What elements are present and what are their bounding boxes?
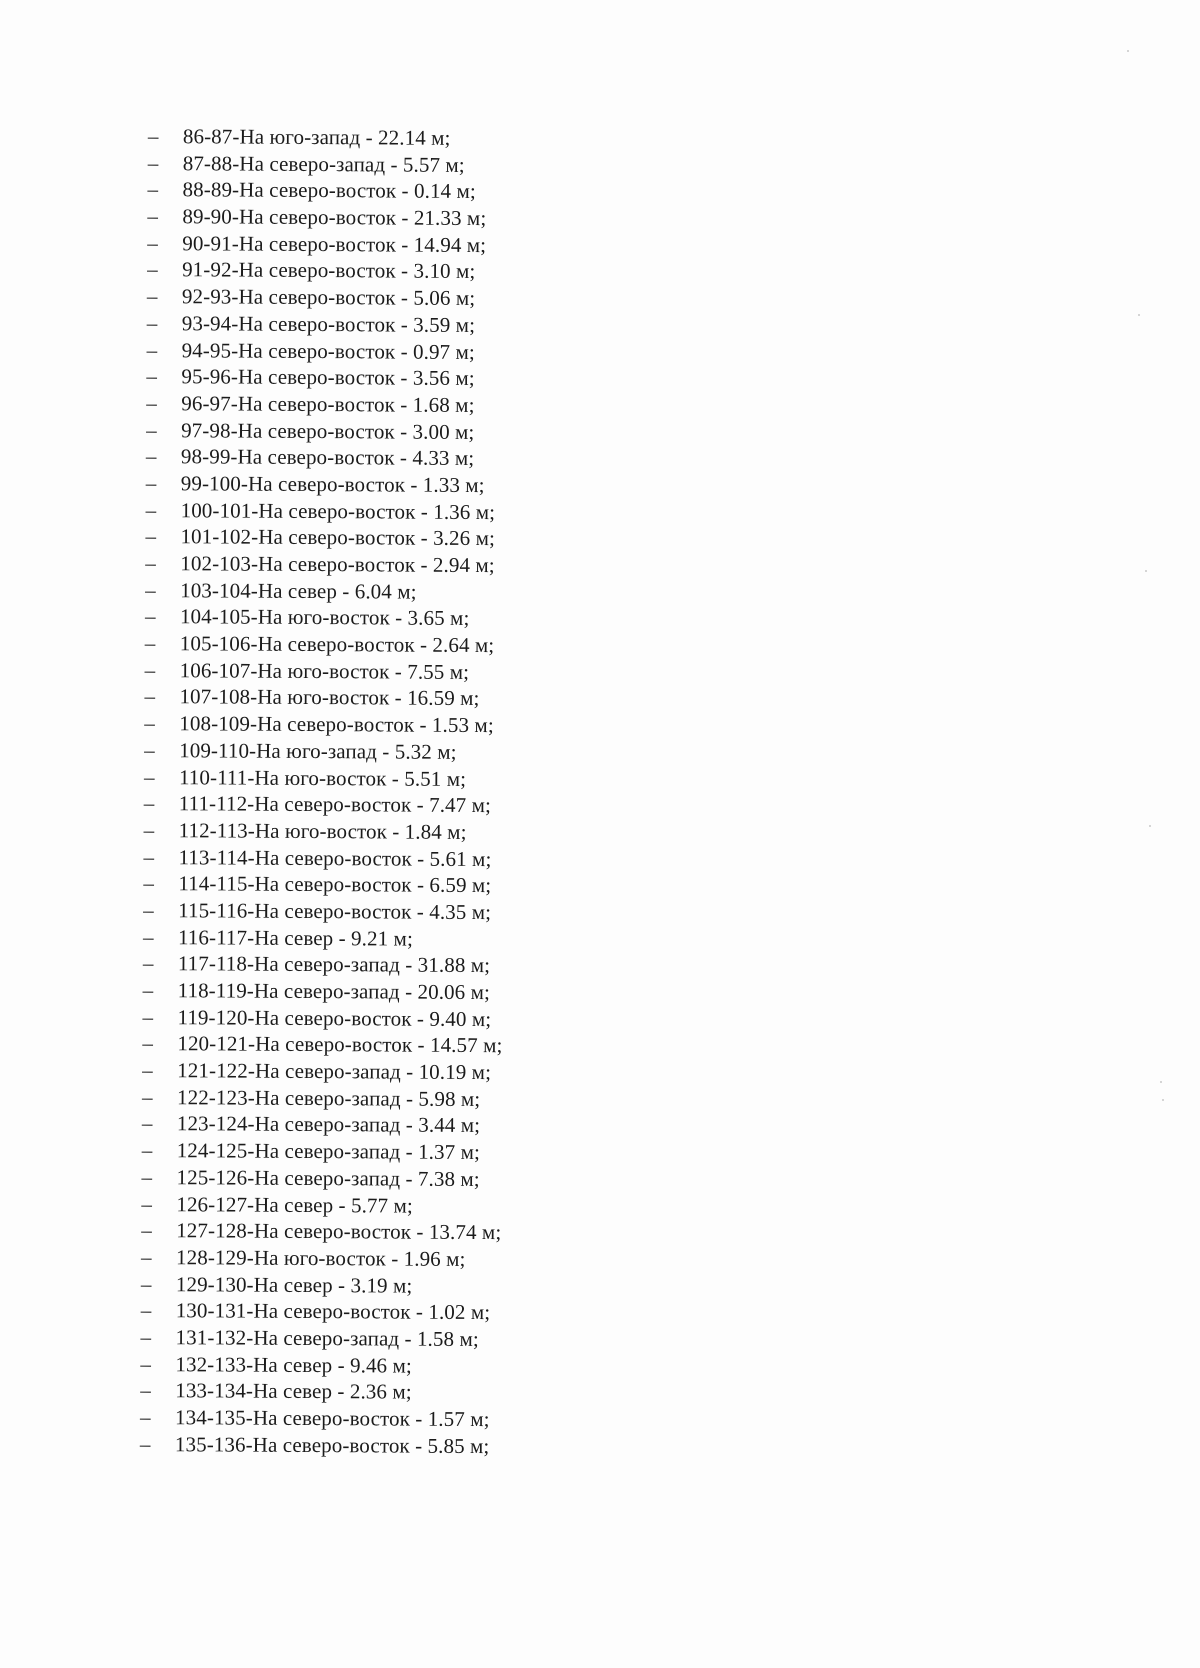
- segment-text: 121-122-На северо-запад - 10.19 м;: [177, 1058, 492, 1085]
- list-item: [146, 444, 846, 475]
- list-item: [141, 1272, 841, 1303]
- segment-text: 115-116-На северо-восток - 4.35 м;: [178, 898, 492, 925]
- list-item: [141, 1298, 841, 1329]
- list-marker: –: [143, 871, 154, 896]
- list-marker: –: [145, 524, 157, 549]
- segment-text: 122-123-На северо-запад - 5.98 м;: [176, 1084, 481, 1111]
- list-marker: –: [140, 1351, 152, 1376]
- list-marker: –: [146, 390, 157, 415]
- list-marker: –: [143, 764, 155, 789]
- list-item: [148, 151, 848, 182]
- list-marker: –: [147, 177, 159, 202]
- list-marker: –: [146, 364, 158, 389]
- list-item: [141, 1191, 841, 1222]
- segment-text: 126-127-На север - 5.77 м;: [176, 1191, 413, 1218]
- list-marker: –: [144, 604, 156, 629]
- list-item: [147, 311, 847, 342]
- segment-text: 124-125-На северо-запад - 1.37 м;: [176, 1138, 481, 1165]
- list-item: [142, 1005, 842, 1036]
- list-item: [145, 604, 845, 635]
- segment-text: 106-107-На юго-восток - 7.55 м;: [179, 657, 470, 684]
- list-item: [143, 845, 843, 876]
- segment-text: 123-124-На северо-запад - 3.44 м;: [176, 1111, 481, 1138]
- list-marker: –: [145, 577, 156, 602]
- scan-speck: [1160, 1081, 1162, 1083]
- list-marker: –: [144, 631, 156, 656]
- list-marker: –: [142, 951, 154, 976]
- list-item: [141, 1245, 841, 1276]
- list-item: [144, 684, 844, 715]
- segment-text: 87-88-На северо-запад - 5.57 м;: [182, 150, 465, 177]
- list-item: [145, 658, 845, 689]
- segment-text: 129-130-На север - 3.19 м;: [175, 1271, 413, 1298]
- list-marker: –: [147, 150, 159, 175]
- segment-text: 114-115-На северо-восток - 6.59 м;: [178, 871, 492, 898]
- list-marker: –: [147, 124, 159, 149]
- list-marker: –: [142, 1004, 154, 1029]
- scan-speck: [1138, 314, 1140, 316]
- list-item: [146, 391, 846, 422]
- segment-text: 89-90-На северо-восток - 21.33 м;: [182, 204, 487, 231]
- segment-text: 100-101-На северо-восток - 1.36 м;: [180, 497, 496, 524]
- segment-text: 96-97-На северо-восток - 1.68 м;: [181, 391, 475, 417]
- list-marker: –: [142, 924, 154, 949]
- segment-text: 93-94-На северо-восток - 3.59 м;: [181, 311, 476, 337]
- list-item: [143, 925, 843, 956]
- list-marker: –: [146, 337, 158, 362]
- list-item: [147, 257, 847, 288]
- segment-text: 110-111-На юго-восток - 5.51 м;: [178, 764, 467, 791]
- list-marker: –: [143, 817, 155, 842]
- segment-text: 111-112-На северо-восток - 7.47 м;: [178, 791, 492, 818]
- list-item: [144, 818, 844, 849]
- list-item: [140, 1378, 840, 1409]
- segment-text: 119-120-На северо-восток - 9.40 м;: [177, 1004, 492, 1031]
- list-marker: –: [141, 1111, 153, 1136]
- segment-text: 91-92-На северо-восток - 3.10 м;: [182, 257, 476, 284]
- list-marker: –: [140, 1324, 152, 1349]
- segment-text: 112-113-На юго-восток - 1.84 м;: [178, 818, 467, 844]
- scan-speck: [1149, 825, 1151, 827]
- segment-text: 104-105-На юго-восток - 3.65 м;: [179, 604, 470, 631]
- list-item: [145, 578, 845, 609]
- segment-text: 94-95-На северо-восток - 0.97 м;: [181, 337, 475, 364]
- list-item: [144, 791, 844, 822]
- scan-speck: [1162, 1099, 1164, 1101]
- list-item: [146, 471, 846, 502]
- list-item: [142, 1138, 842, 1169]
- list-item: [141, 1325, 841, 1356]
- list-marker: –: [143, 897, 154, 922]
- list-item: [143, 951, 843, 982]
- list-marker: –: [140, 1378, 151, 1403]
- list-item: [141, 1165, 841, 1196]
- list-marker: –: [144, 684, 156, 709]
- list-item: [142, 1085, 842, 1116]
- segment-text: 132-133-На север - 9.46 м;: [175, 1351, 412, 1378]
- list-marker: –: [144, 711, 155, 736]
- list-marker: –: [146, 284, 158, 309]
- segment-text: 116-117-На север - 9.21 м;: [177, 924, 414, 951]
- list-marker: –: [141, 1191, 152, 1216]
- list-marker: –: [141, 1218, 152, 1243]
- segment-text: 95-96-На северо-восток - 3.56 м;: [181, 364, 475, 391]
- segment-text: 108-109-На северо-восток - 1.53 м;: [179, 711, 494, 738]
- scan-speck: [1127, 50, 1129, 52]
- list-marker: –: [147, 230, 158, 255]
- list-marker: –: [140, 1298, 152, 1323]
- list-marker: –: [147, 204, 159, 229]
- list-item: [140, 1405, 840, 1436]
- segment-text: 118-119-На северо-запад - 20.06 м;: [177, 978, 491, 1005]
- segment-text: 125-126-На северо-запад - 7.38 м;: [176, 1165, 480, 1191]
- segment-text: 131-132-На северо-запад - 1.58 м;: [175, 1325, 479, 1351]
- list-marker: –: [147, 257, 158, 282]
- segment-text: 105-106-На северо-восток - 2.64 м;: [179, 631, 495, 658]
- list-item: [141, 1218, 841, 1249]
- segment-text: 86-87-На юго-запад - 22.14 м;: [182, 124, 451, 150]
- list-marker: –: [141, 1164, 153, 1189]
- list-marker: –: [141, 1244, 152, 1269]
- segment-text: 98-99-На северо-восток - 4.33 м;: [180, 444, 475, 471]
- segment-text: 90-91-На северо-восток - 14.94 м;: [182, 230, 487, 257]
- segment-text: 128-129-На юго-восток - 1.96 м;: [176, 1245, 466, 1271]
- list-item: [147, 337, 847, 368]
- list-item: [145, 551, 845, 582]
- list-marker: –: [143, 791, 155, 816]
- segment-text: 103-104-На север - 6.04 м;: [180, 577, 417, 604]
- list-item: [146, 418, 846, 449]
- list-marker: –: [143, 844, 155, 869]
- list-marker: –: [145, 444, 157, 469]
- list-item: [140, 1432, 840, 1463]
- list-item: [146, 364, 846, 395]
- list-marker: –: [145, 470, 157, 495]
- list-item: [147, 204, 847, 235]
- boundary-segment-list: [140, 124, 848, 1463]
- list-marker: –: [142, 977, 154, 1003]
- list-item: [144, 764, 844, 795]
- list-item: [148, 177, 848, 208]
- segment-text: 99-100-На северо-восток - 1.33 м;: [180, 471, 485, 498]
- list-marker: –: [146, 310, 158, 335]
- segment-text: 101-102-На северо-восток - 3.26 м;: [180, 524, 496, 551]
- list-marker: –: [141, 1084, 153, 1109]
- segment-text: 134-135-На северо-восток - 1.57 м;: [175, 1405, 490, 1432]
- list-marker: –: [145, 550, 156, 576]
- segment-text: 109-110-На юго-запад - 5.32 м;: [179, 738, 457, 764]
- list-marker: –: [142, 1058, 153, 1083]
- list-marker: –: [142, 1031, 153, 1056]
- list-marker: –: [140, 1271, 152, 1296]
- list-marker: –: [144, 657, 156, 682]
- list-marker: –: [140, 1404, 151, 1430]
- list-item: [147, 231, 847, 262]
- list-marker: –: [141, 1138, 153, 1163]
- segment-text: 130-131-На северо-восток - 1.02 м;: [175, 1298, 491, 1325]
- segment-text: 92-93-На северо-восток - 5.06 м;: [181, 284, 476, 311]
- segment-text: 135-136-На северо-восток - 5.85 м;: [174, 1431, 490, 1458]
- segment-text: 102-103-На северо-восток - 2.94 м;: [180, 551, 495, 578]
- scan-speck: [1145, 570, 1147, 572]
- list-item: [142, 1058, 842, 1089]
- list-item: [148, 124, 848, 155]
- list-marker: –: [144, 737, 155, 762]
- segment-text: 120-121-На северо-восток - 14.57 м;: [177, 1031, 503, 1058]
- segment-text: 97-98-На северо-восток - 3.00 м;: [181, 417, 475, 444]
- segment-text: 133-134-На север - 2.36 м;: [175, 1378, 412, 1404]
- list-item: [145, 631, 845, 662]
- list-marker: –: [146, 417, 157, 442]
- segment-text: 117-118-На северо-запад - 31.88 м;: [177, 951, 491, 978]
- list-item: [143, 978, 843, 1009]
- list-item: [143, 898, 843, 929]
- list-item: [146, 498, 846, 529]
- list-item: [143, 871, 843, 902]
- list-item: [144, 711, 844, 742]
- segment-text: 127-128-На северо-восток - 13.74 м;: [176, 1218, 502, 1245]
- segment-text: 113-114-На северо-восток - 5.61 м;: [178, 844, 492, 871]
- list-marker: –: [139, 1431, 151, 1456]
- list-item: [145, 524, 845, 555]
- list-item: [144, 738, 844, 769]
- list-item: [147, 284, 847, 315]
- segment-text: 88-89-На северо-восток - 0.14 м;: [182, 177, 476, 204]
- list-marker: –: [145, 497, 157, 522]
- list-item: [142, 1111, 842, 1142]
- list-item: [140, 1352, 840, 1383]
- segment-text: 107-108-На юго-восток - 16.59 м;: [179, 684, 480, 711]
- list-item: [142, 1031, 842, 1062]
